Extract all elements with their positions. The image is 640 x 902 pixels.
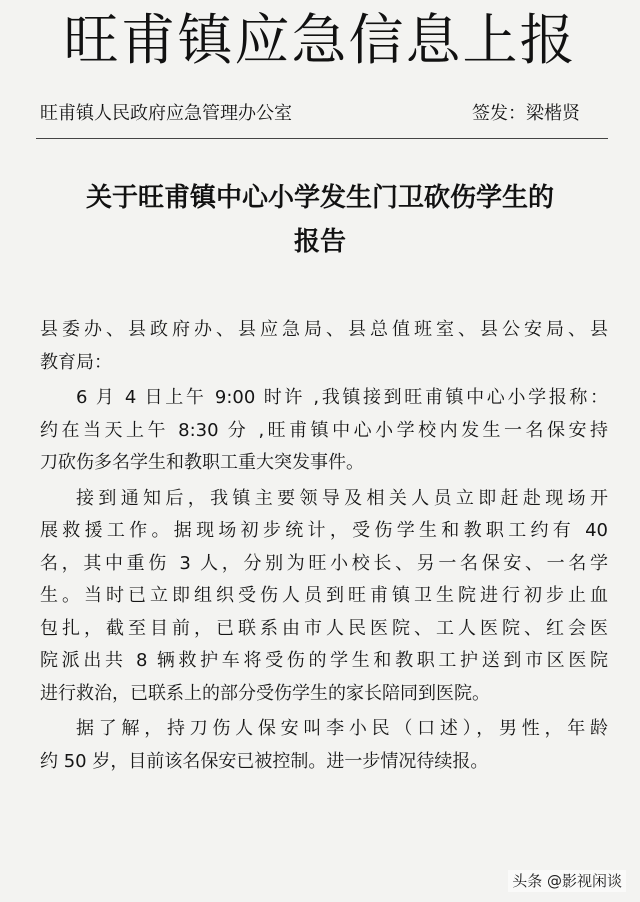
paragraph-line: 展救援工作。据现场初步统计，受伤学生和教职工约有 40 — [40, 520, 608, 541]
document-header-title: 旺甫镇应急信息上报 — [63, 8, 577, 72]
signer: 签发：梁楷贤 — [472, 103, 580, 124]
paragraph-line: 包扎，截至目前，已联系由市人民医院、工人医院、红会医 — [40, 617, 608, 639]
recipients-line: 县委办、县政府办、县应急局、县总值班室、县公安局、县 — [40, 319, 608, 340]
paragraph-line: 约 50 岁，目前该名保安已被控制。进一步情况待续报。 — [40, 750, 489, 772]
report-body — [40, 314, 608, 778]
report-title-line: 报告 — [293, 227, 346, 257]
paragraph-line: 院派出共 8 辆救护车将受伤的学生和教职工护送到市区医院 — [40, 650, 608, 671]
issuing-office: 旺甫镇人民政府应急管理办公室 — [40, 103, 292, 124]
header-divider — [36, 138, 608, 139]
paragraph-line: 6 月 4 日上午 9:00 时许 ,我镇接到旺甫镇中心小学报称： — [76, 387, 608, 408]
report-title — [30, 176, 610, 264]
paragraph-line: 接到通知后，我镇主要领导及相关人员立即赶赴现场开 — [76, 487, 608, 509]
paragraph-line: 刀砍伤多名学生和教职工重大突发事件。 — [40, 452, 364, 473]
issuing-info-row — [40, 98, 600, 130]
paragraph-line: 生。当时已立即组织受伤人员到旺甫镇卫生院进行初步止血 — [40, 585, 608, 606]
paragraph-line: 名，其中重伤 3 人，分别为旺小校长、另一名保安、一名学 — [40, 552, 608, 574]
paragraph-line: 进行救治，已联系上的部分受伤学生的家长陪同到医院。 — [40, 682, 490, 704]
paragraph-line: 约在当天上午 8:30 分 ,旺甫镇中心小学校内发生一名保安持 — [40, 419, 608, 441]
recipients-line: 教育局： — [40, 351, 112, 373]
watermark: 头条 @影视闲谈 — [508, 870, 626, 892]
paragraph-line: 据了解，持刀伤人保安叫李小民（口述），男性，年龄 — [76, 718, 608, 739]
report-title-line: 关于旺甫镇中心小学发生门卫砍伤学生的 — [85, 183, 554, 213]
